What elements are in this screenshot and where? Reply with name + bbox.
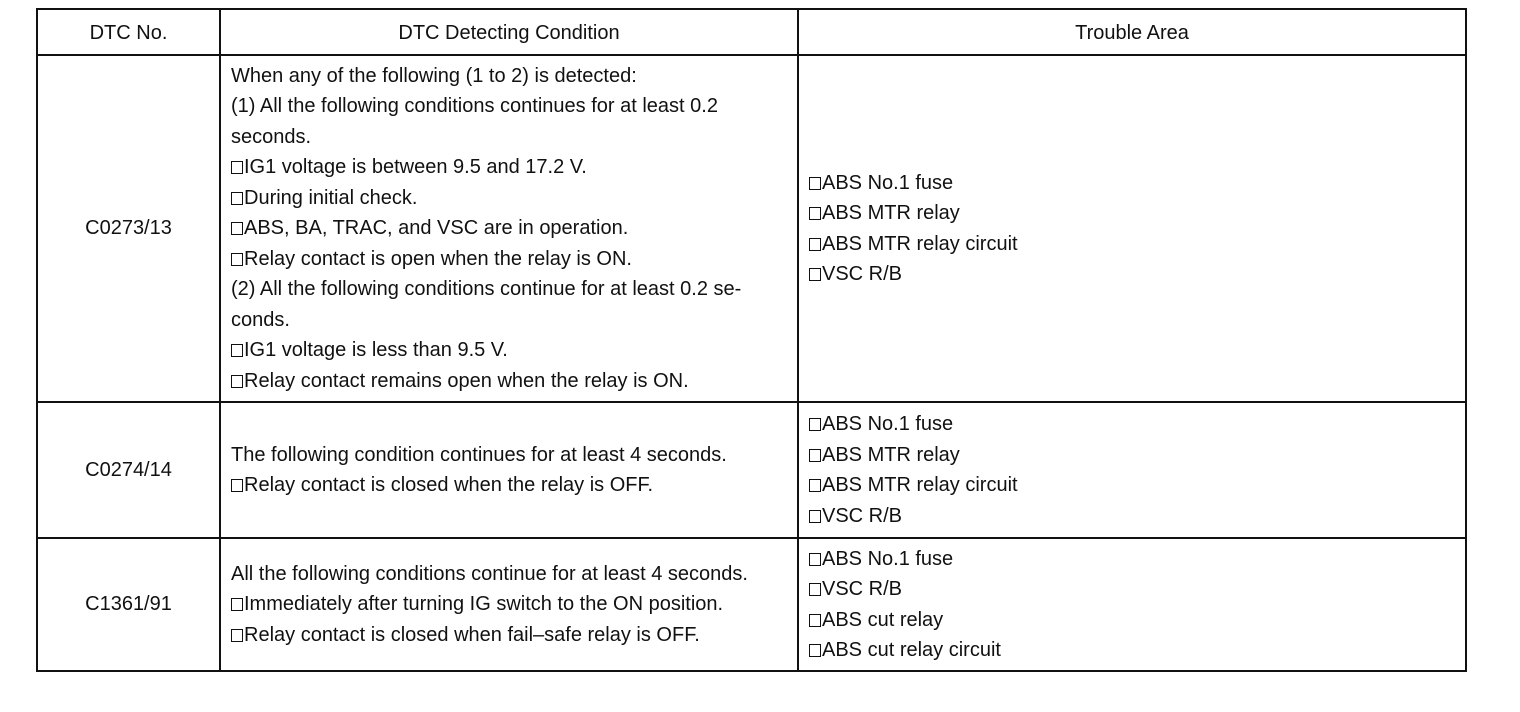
checkbox-bullet-icon (809, 614, 821, 627)
condition-text: IG1 voltage is less than 9.5 V. (244, 339, 508, 362)
trouble-area-cell (798, 55, 1466, 402)
trouble-area-text: ABS No.1 fuse (822, 171, 954, 194)
trouble-area-text: ABS cut relay (822, 608, 944, 631)
condition-bullet-line (231, 244, 787, 275)
header-dtc-no: DTC No. (37, 9, 220, 55)
dtc-table (36, 8, 1467, 672)
trouble-area-item (809, 440, 1455, 471)
checkbox-bullet-icon (809, 510, 821, 523)
trouble-area-text: ABS MTR relay (822, 202, 960, 224)
header-detecting-condition: DTC Detecting Condition (220, 9, 798, 55)
trouble-area-item (809, 574, 1455, 605)
trouble-area-item (809, 605, 1455, 636)
condition-text: During initial check. (244, 186, 418, 209)
trouble-area-item (809, 544, 1455, 575)
trouble-area-text: ABS MTR relay (822, 443, 960, 466)
trouble-area-text: VSC R/B (822, 263, 903, 285)
checkbox-bullet-icon (231, 222, 243, 235)
condition-bullet-line (231, 335, 787, 366)
condition-line: (1) All the following conditions continues for at least 0.2 (231, 95, 718, 118)
condition-text: Relay contact is open when the relay is ON. (244, 247, 632, 270)
condition-text: Relay contact remains open when the relay is ON. (244, 369, 689, 392)
trouble-area-text: VSC R/B (822, 504, 903, 527)
condition-bullet-line (231, 152, 787, 183)
trouble-area-text: VSC R/B (822, 578, 903, 600)
condition-line: seconds. (231, 125, 312, 148)
trouble-area-item (809, 635, 1455, 666)
condition-bullet-line (231, 366, 787, 397)
dtc-number: C0274/14 (37, 402, 220, 538)
trouble-area-item (809, 168, 1455, 199)
checkbox-bullet-icon (809, 449, 821, 462)
table-row (37, 402, 1466, 538)
checkbox-bullet-icon (231, 192, 243, 205)
dtc-number: C0273/13 (37, 55, 220, 402)
trouble-area-item (809, 501, 1455, 532)
header-trouble-area: Trouble Area (798, 9, 1466, 55)
checkbox-bullet-icon (809, 583, 821, 596)
trouble-area-item (809, 259, 1455, 290)
trouble-area-text: ABS cut relay circuit (822, 639, 1001, 661)
checkbox-bullet-icon (231, 479, 243, 492)
checkbox-bullet-icon (231, 629, 243, 642)
checkbox-bullet-icon (809, 418, 821, 431)
condition-text: Immediately after turning IG switch to the ON position. (244, 593, 724, 616)
checkbox-bullet-icon (809, 177, 821, 190)
checkbox-bullet-icon (809, 268, 821, 281)
trouble-area-cell (798, 538, 1466, 671)
checkbox-bullet-icon (809, 207, 821, 220)
detecting-condition-cell (220, 538, 798, 671)
trouble-area-text: ABS MTR relay circuit (822, 232, 1018, 255)
condition-line: All the following conditions continue for at least 4 seconds. (231, 562, 748, 585)
condition-line: (2) All the following conditions continue for at least 0.2 se- (231, 278, 742, 301)
trouble-area-item (809, 229, 1455, 260)
trouble-area-item (809, 198, 1455, 229)
condition-text: Relay contact is closed when the relay is OFF. (244, 474, 654, 496)
checkbox-bullet-icon (809, 553, 821, 566)
checkbox-bullet-icon (231, 598, 243, 611)
checkbox-bullet-icon (809, 644, 821, 657)
table-row (37, 55, 1466, 402)
condition-line: The following condition continues for at least 4 seconds. (231, 443, 727, 466)
table-row (37, 538, 1466, 671)
condition-bullet-line (231, 213, 787, 244)
detecting-condition-cell (220, 55, 798, 402)
table-header-row (37, 9, 1466, 55)
checkbox-bullet-icon (809, 479, 821, 492)
checkbox-bullet-icon (809, 238, 821, 251)
condition-text: Relay contact is closed when fail–safe relay is OFF. (244, 623, 700, 646)
condition-line: When any of the following (1 to 2) is detected: (231, 64, 637, 87)
condition-bullet-line (231, 589, 787, 620)
trouble-area-text: ABS MTR relay circuit (822, 474, 1018, 496)
trouble-area-text: ABS No.1 fuse (822, 413, 954, 435)
condition-bullet-line (231, 620, 787, 651)
checkbox-bullet-icon (231, 161, 243, 174)
condition-text: IG1 voltage is between 9.5 and 17.2 V. (244, 156, 587, 179)
checkbox-bullet-icon (231, 253, 243, 266)
condition-bullet-line (231, 183, 787, 214)
trouble-area-item (809, 409, 1455, 440)
condition-line: conds. (231, 308, 290, 331)
checkbox-bullet-icon (231, 344, 243, 357)
dtc-number: C1361/91 (37, 538, 220, 671)
trouble-area-item (809, 470, 1455, 501)
condition-text: ABS, BA, TRAC, and VSC are in operation. (244, 217, 629, 240)
detecting-condition-cell (220, 402, 798, 538)
checkbox-bullet-icon (231, 375, 243, 388)
trouble-area-text: ABS No.1 fuse (822, 547, 954, 570)
trouble-area-cell (798, 402, 1466, 538)
condition-bullet-line (231, 470, 787, 501)
